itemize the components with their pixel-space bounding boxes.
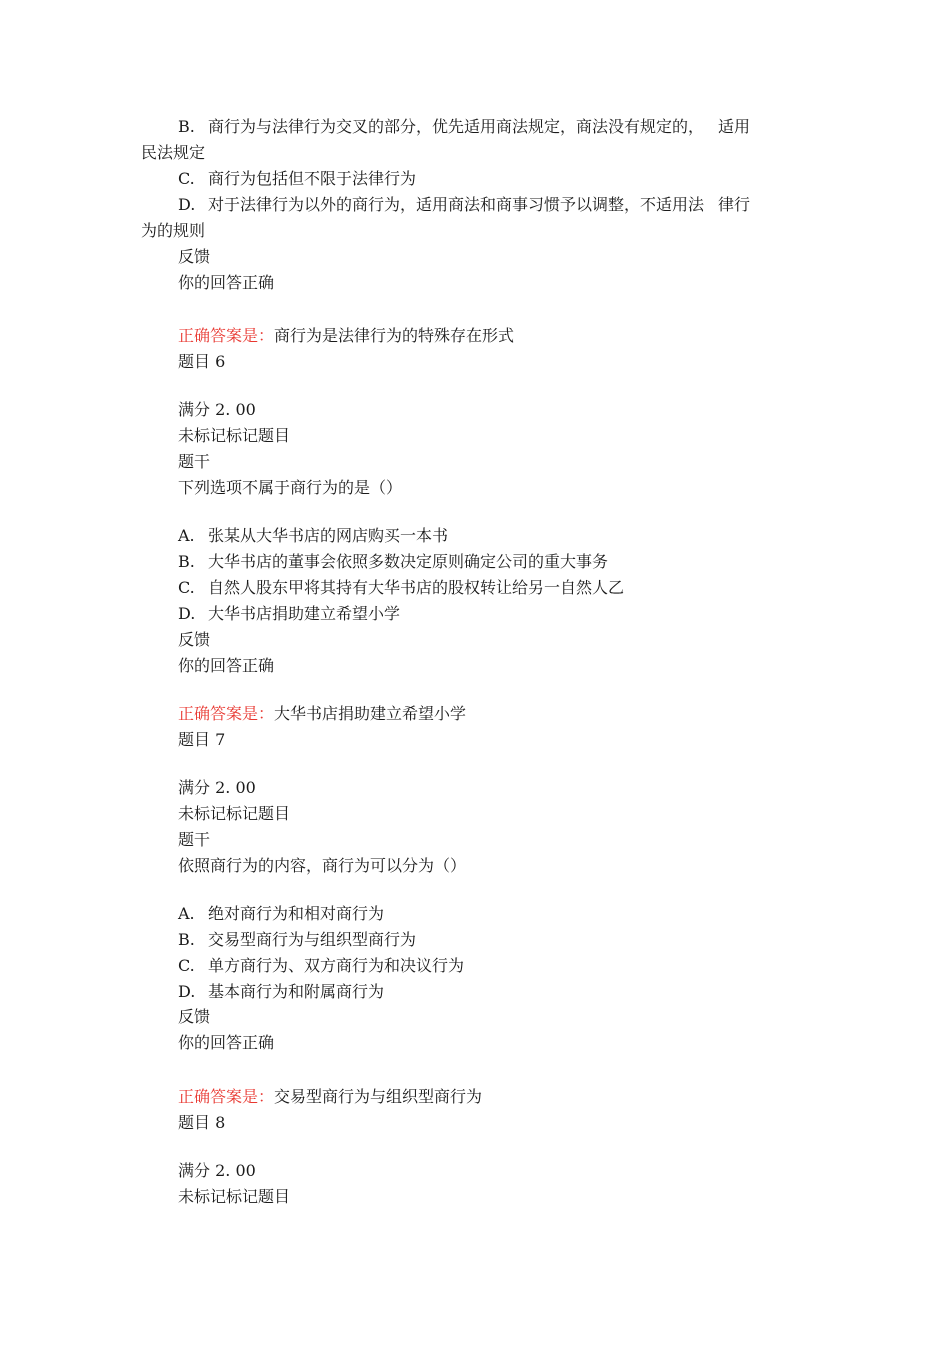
correct-answer xyxy=(178,1086,482,1108)
option-text: 自然人股东甲将其持有大华书店的股权转让给另一自然人乙 xyxy=(208,578,625,597)
option-b[interactable] xyxy=(178,551,608,573)
feedback-text: 你的回答正确 xyxy=(178,1033,275,1052)
question-stem: 下列选项不属于商行为的是（） xyxy=(178,478,403,497)
option-c xyxy=(178,168,416,190)
feedback-text: 你的回答正确 xyxy=(178,656,275,675)
question-title: 题目 7 xyxy=(178,730,226,749)
option-a[interactable] xyxy=(178,903,384,925)
option-b-line2: 民法规定 xyxy=(141,143,206,162)
correct-answer-label: 正确答案是： xyxy=(178,1087,275,1106)
option-letter: C. xyxy=(178,578,195,597)
option-text-tail: 适用 xyxy=(718,117,751,136)
correct-answer-label: 正确答案是： xyxy=(178,326,275,345)
correct-answer xyxy=(178,703,466,725)
question-stem-label: 题干 xyxy=(178,452,211,471)
option-letter: A. xyxy=(178,526,195,545)
question-stem-label: 题干 xyxy=(178,830,211,849)
option-c[interactable] xyxy=(178,955,464,977)
option-d-line1 xyxy=(178,194,750,216)
feedback-label: 反馈 xyxy=(178,1007,211,1026)
option-text: 绝对商行为和相对商行为 xyxy=(208,904,385,923)
correct-answer xyxy=(178,325,514,347)
option-text: 交易型商行为与组织型商行为 xyxy=(208,930,417,949)
correct-answer-label: 正确答案是： xyxy=(178,704,275,723)
flag-question-link[interactable]: 未标记标记题目 xyxy=(178,1187,291,1206)
option-b[interactable] xyxy=(178,929,416,951)
option-letter: D. xyxy=(178,195,196,214)
question-score: 满分 2. 00 xyxy=(178,400,256,419)
option-d[interactable] xyxy=(178,981,384,1003)
option-letter: D. xyxy=(178,604,196,623)
feedback-label: 反馈 xyxy=(178,247,211,266)
question-stem: 依照商行为的内容，商行为可以分为（） xyxy=(178,856,467,875)
option-a[interactable] xyxy=(178,525,448,547)
correct-answer-text: 大华书店捐助建立希望小学 xyxy=(274,704,467,723)
option-text-tail: 律行 xyxy=(718,195,751,214)
flag-question-link[interactable]: 未标记标记题目 xyxy=(178,804,291,823)
question-score: 满分 2. 00 xyxy=(178,778,256,797)
option-d-line2: 为的规则 xyxy=(141,221,206,240)
option-letter: C. xyxy=(178,169,195,188)
option-text: 大华书店的董事会依照多数决定原则确定公司的重大事务 xyxy=(208,552,609,571)
option-letter: D. xyxy=(178,982,196,1001)
flag-question-link[interactable]: 未标记标记题目 xyxy=(178,426,291,445)
correct-answer-text: 交易型商行为与组织型商行为 xyxy=(274,1087,483,1106)
option-text: 张某从大华书店的网店购买一本书 xyxy=(208,526,449,545)
option-text: 对于法律行为以外的商行为，适用商法和商事习惯予以调整，不适用法 xyxy=(208,195,705,214)
question-score: 满分 2. 00 xyxy=(178,1161,256,1180)
option-c[interactable] xyxy=(178,577,624,599)
option-b-line1 xyxy=(178,116,750,138)
option-text: 大华书店捐助建立希望小学 xyxy=(208,604,401,623)
correct-answer-text: 商行为是法律行为的特殊存在形式 xyxy=(274,326,515,345)
option-d[interactable] xyxy=(178,603,400,625)
feedback-label: 反馈 xyxy=(178,630,211,649)
question-title: 题目 8 xyxy=(178,1113,226,1132)
option-letter: A. xyxy=(178,904,195,923)
option-letter: B. xyxy=(178,552,195,571)
option-letter: B. xyxy=(178,117,195,136)
question-title: 题目 6 xyxy=(178,352,226,371)
feedback-text: 你的回答正确 xyxy=(178,273,275,292)
option-text: 基本商行为和附属商行为 xyxy=(208,982,385,1001)
option-text: 单方商行为、双方商行为和决议行为 xyxy=(208,956,465,975)
option-letter: C. xyxy=(178,956,195,975)
option-text: 商行为包括但不限于法律行为 xyxy=(208,169,417,188)
option-letter: B. xyxy=(178,930,195,949)
option-text: 商行为与法律行为交叉的部分，优先适用商法规定，商法没有规定的， xyxy=(208,117,705,136)
